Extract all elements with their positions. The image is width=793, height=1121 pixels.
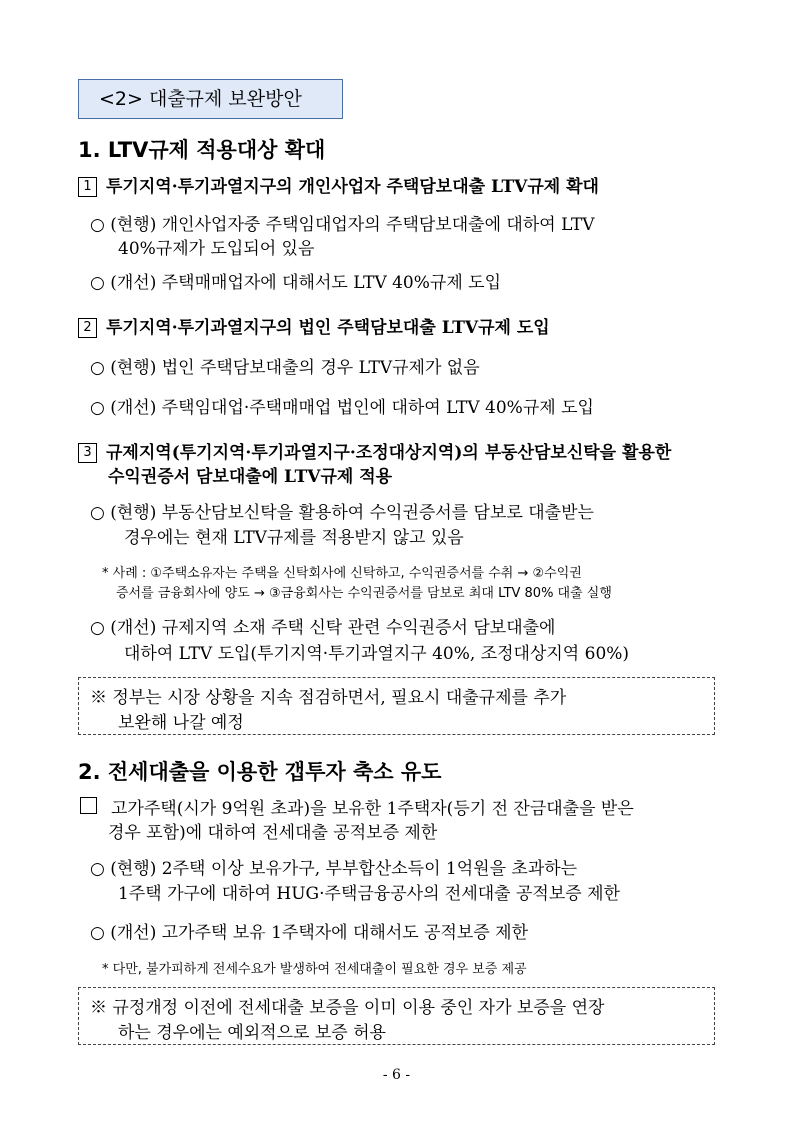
section2-note-line2: 하는 경우에는 예외적으로 보증 허용 (118, 1023, 386, 1043)
section2-title: 2. 전세대출을 이용한 갭투자 축소 유도 (78, 760, 442, 784)
section-header-box (78, 79, 343, 119)
section2-improve: ○ (개선) 고가주택 보유 1주택자에 대해서도 공적보증 제한 (90, 923, 529, 943)
section-header-text: <2> 대출규제 보완방안 (99, 88, 302, 110)
section1-note-line1: ※ 정부는 시장 상황을 지속 점검하면서, 필요시 대출규제를 추가 (90, 688, 567, 708)
item2-number: 2 (78, 318, 97, 338)
item3-heading-line1: 규제지역(투기지역·투기과열지구·조정대상지역)의 부동산담보신탁을 활용한 (106, 443, 672, 463)
item1-improve: ○ (개선) 주택매매업자에 대해서도 LTV 40%규제 도입 (90, 273, 501, 293)
item1-number: 1 (78, 177, 97, 197)
section2-item-line1 (80, 794, 634, 819)
item3-improve-line1: ○ (개선) 규제지역 소재 주택 신탁 관련 수익권증서 담보대출에 (90, 618, 556, 638)
item1-current-line2: 40%규제가 도입되어 있음 (118, 239, 315, 259)
item1-current-line1: ○ (현행) 개인사업자중 주택임대업자의 주택담보대출에 대하여 LTV (90, 215, 595, 235)
section2-footnote: * 다만, 불가피하게 전세수요가 발생하여 전세대출이 필요한 경우 보증 제공 (102, 962, 527, 977)
item3-heading-line2: 수익권증서 담보대출에 LTV규제 적용 (108, 467, 393, 487)
item3-number: 3 (78, 443, 97, 463)
section2-current-line2: 1주택 가구에 대하여 HUG·주택금융공사의 전세대출 공적보증 제한 (118, 884, 620, 904)
section2-current-line1: ○ (현행) 2주택 이상 보유가구, 부부합산소득이 1억원을 초과하는 (90, 859, 578, 879)
section1-title: 1. LTV규제 적용대상 확대 (78, 138, 326, 162)
checkbox-icon (80, 797, 97, 814)
item3-heading (78, 438, 671, 463)
item3-current-line1: ○ (현행) 부동산담보신탁을 활용하여 수익권증서를 담보로 대출받는 (90, 503, 594, 523)
section2-item-line1-text: 고가주택(시가 9억원 초과)을 보유한 1주택자(등기 전 잔금대출을 받은 (111, 799, 634, 819)
item2-improve: ○ (개선) 주택임대업·주택매매업 법인에 대하여 LTV 40%규제 도입 (90, 398, 594, 418)
item2-heading (78, 313, 550, 338)
section1-note-line2: 보완해 나갈 예정 (118, 713, 244, 733)
item3-improve-line2: 대하여 LTV 도입(투기지역·투기과열지구 40%, 조정대상지역 60%) (124, 644, 630, 664)
item2-current: ○ (현행) 법인 주택담보대출의 경우 LTV규제가 없음 (90, 358, 480, 378)
section2-item-line2: 경우 포함)에 대하여 전세대출 공적보증 제한 (108, 823, 438, 843)
page-number: - 6 - (382, 1067, 411, 1083)
item2-heading-text: 투기지역·투기과열지구의 법인 주택담보대출 LTV규제 도입 (106, 318, 550, 338)
item1-heading-text: 투기지역·투기과열지구의 개인사업자 주택담보대출 LTV규제 확대 (106, 177, 599, 197)
item3-current-line2: 경우에는 현재 LTV규제를 적용받지 않고 있음 (124, 528, 464, 548)
item1-heading (78, 172, 599, 197)
section2-note-line1: ※ 규정개정 이전에 전세대출 보증을 이미 이용 중인 자가 보증을 연장 (90, 998, 605, 1018)
item3-example-line2: 증서를 금융회사에 양도 → ③금융회사는 수익권증서를 담보로 최대 LTV 80% 대출 실행 (116, 586, 612, 601)
item3-example-line1: * 사례 : ①주택소유자는 주택을 신탁회사에 신탁하고, 수익권증서를 수취 → ②수익권 (102, 566, 582, 581)
